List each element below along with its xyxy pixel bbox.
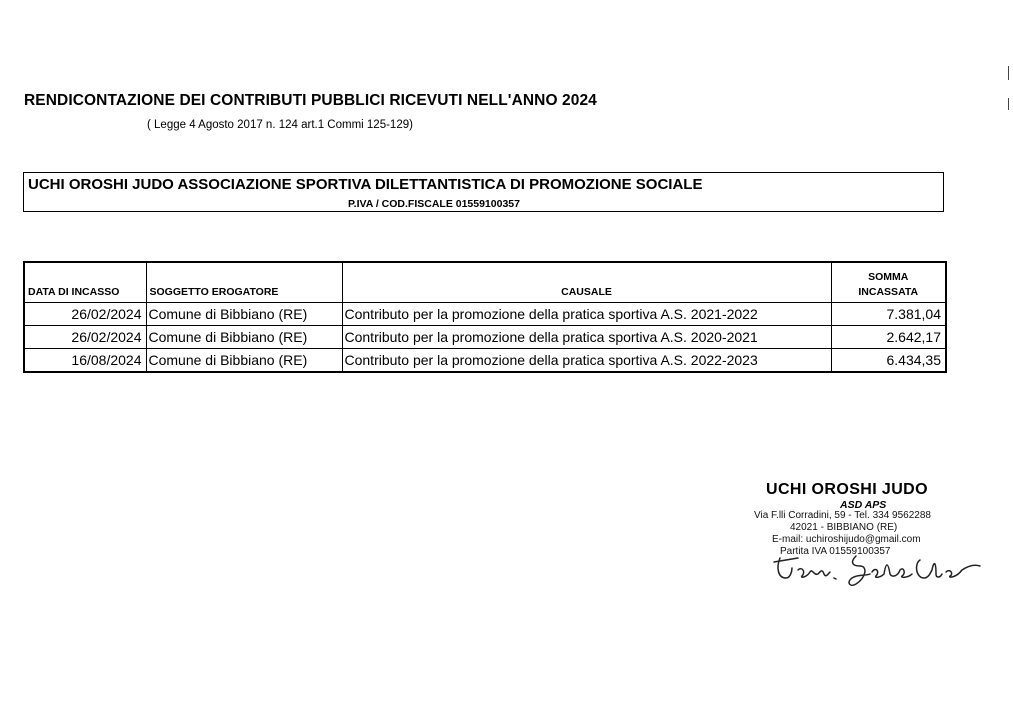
cell-reason: Contributo per la promozione della pratica sportiva A.S. 2022-2023	[342, 349, 831, 373]
document-subtitle: ( Legge 4 Agosto 2017 n. 124 art.1 Commi 125-129)	[147, 119, 413, 131]
cell-payer: Comune di Bibbiano (RE)	[146, 349, 342, 373]
table-row	[24, 326, 946, 349]
cell-date: 26/02/2024	[24, 303, 146, 326]
table-header-row	[24, 262, 946, 303]
cell-reason: Contributo per la promozione della pratica sportiva A.S. 2021-2022	[342, 303, 831, 326]
cell-reason: Contributo per la promozione della pratica sportiva A.S. 2020-2021	[342, 326, 831, 349]
cell-amount: 6.434,35	[831, 349, 946, 373]
header-payer: SOGGETTO EROGATORE	[146, 262, 342, 303]
cell-amount: 2.642,17	[831, 326, 946, 349]
cell-payer: Comune di Bibbiano (RE)	[146, 326, 342, 349]
stamp-city: 42021 - BIBBIANO (RE)	[790, 522, 898, 533]
cell-payer: Comune di Bibbiano (RE)	[146, 303, 342, 326]
cell-amount: 7.381,04	[831, 303, 946, 326]
scan-artifact	[1008, 66, 1009, 80]
handwritten-signature	[770, 548, 985, 593]
document-title: RENDICONTAZIONE DEI CONTRIBUTI PUBBLICI RICEVUTI NELL'ANNO 2024	[24, 92, 597, 109]
header-amount	[831, 262, 946, 303]
table-row	[24, 349, 946, 373]
organization-box	[23, 172, 944, 212]
header-date: DATA DI INCASSO	[24, 262, 146, 303]
organization-tax-id: P.IVA / COD.FISCALE 01559100357	[348, 198, 520, 210]
organization-name: UCHI OROSHI JUDO ASSOCIAZIONE SPORTIVA DILETTANTISTICA DI PROMOZIONE SOCIALE	[28, 176, 703, 193]
stamp-name: UCHI OROSHI JUDO	[766, 481, 928, 498]
stamp-vat: Partita IVA 01559100357	[780, 546, 891, 557]
cell-date: 26/02/2024	[24, 326, 146, 349]
cell-date: 16/08/2024	[24, 349, 146, 373]
table-row	[24, 303, 946, 326]
header-amount-line1: SOMMA	[868, 271, 909, 283]
scan-artifact	[1008, 98, 1009, 110]
stamp-email: E-mail: uchiroshijudo@gmail.com	[772, 534, 921, 545]
stamp-subname: ASD APS	[840, 499, 887, 511]
stamp-address: Via F.lli Corradini, 59 - Tel. 334 9562288	[754, 510, 931, 521]
header-amount-line2: INCASSATA	[858, 286, 919, 298]
contributions-table	[23, 261, 947, 373]
header-reason: CAUSALE	[342, 262, 831, 303]
